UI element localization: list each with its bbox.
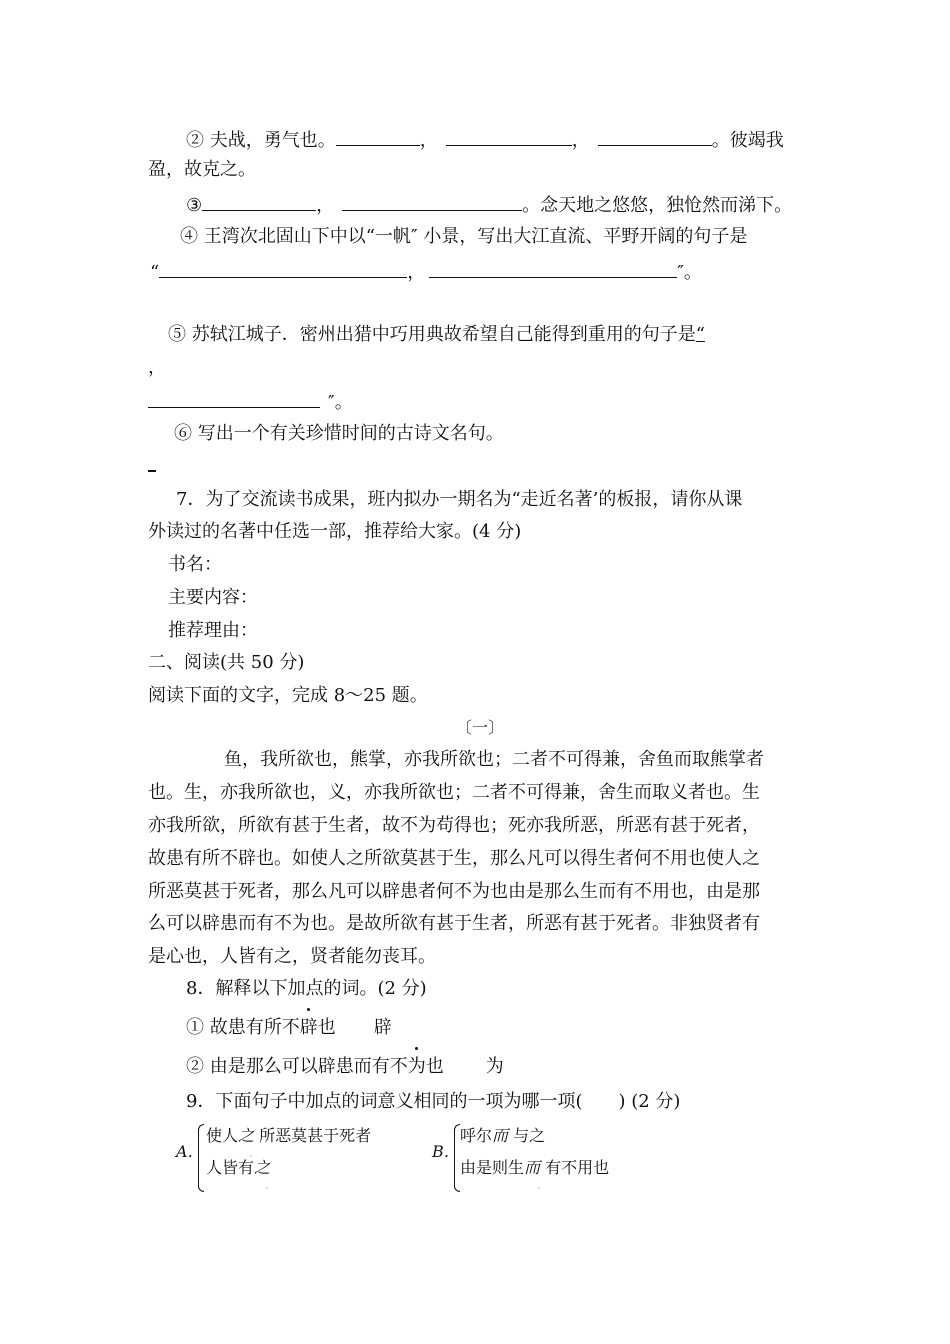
option-b-line1-post: 与之 [508, 1126, 546, 1145]
q8-item1-dotted: 辟 [299, 1017, 318, 1038]
answer-blank[interactable] [148, 470, 156, 472]
answer-blank[interactable] [202, 191, 316, 211]
q7-line1: 7．为了交流读书成果，班内拟办一期名为“走近名著’的板报，请你从课 [176, 489, 743, 510]
q6-item-3 [186, 191, 792, 218]
q6-item-2 [186, 126, 784, 153]
answer-blank[interactable] [342, 191, 522, 211]
q6-item2-sep1: ， [419, 130, 438, 151]
mark-small: 。 [266, 1182, 273, 1190]
passage-line: 亦我所欲，所欲有甚于生者，故不为苟得也；死亦我所恶，所恶有甚于死者， [148, 815, 760, 836]
mark-small: 。 [250, 1150, 257, 1158]
q6-item5-text: ⑤ 苏轼江城子．密州出猎中巧用典故希望自己能得到重用的句子是 [168, 324, 696, 345]
passage-line: 也。生，亦我所欲也，义，亦我所欲也；二者不可得兼，舍生而取义者也。生 [148, 782, 760, 803]
option-a-line2-pre: 人皆有 [206, 1158, 255, 1177]
q6-item3-end: 。念天地之悠悠，独怆然而涕下。 [522, 195, 793, 216]
q6-item-4: ④ 王湾次北固山下中以“一帆″ 小景，写出大江直流、平野开阔的句子是 [180, 226, 748, 247]
section-instruction: 阅读下面的文字，完成 8～25 题。 [148, 685, 428, 706]
part-heading: 〔一〕 [456, 718, 505, 737]
section-heading: 二、阅读(共 50 分) [148, 652, 305, 673]
passage-line: 是心也，人皆有之，贤者能勿丧耳。 [148, 946, 436, 967]
option-b-line2 [460, 1156, 609, 1180]
q7-line2: 外读过的名著中任选一部，推荐给大家。(4 分) [148, 521, 522, 542]
q8-item2-pre: ② 由是那么可以辟患而有不 [186, 1056, 408, 1077]
option-b-line1 [460, 1124, 545, 1148]
q8-item1-answer: 辟 [373, 1017, 392, 1038]
answer-blank[interactable] [598, 126, 712, 146]
q6-item2-text: ② 夫战，勇气也。 [186, 130, 336, 151]
q7-book-label: 书名： [168, 554, 222, 575]
q6-item3-sep: ， [316, 195, 335, 216]
q8-item1-pre: ① 故患有所不 [186, 1017, 300, 1038]
q7-reason-label: 推荐理由： [168, 620, 258, 641]
option-a-line1-pre: 使人 [206, 1126, 239, 1145]
option-a-line2 [206, 1156, 270, 1180]
q6-item2-cont: 盈，故克之。 [148, 159, 256, 180]
q9-title: 9．下面句子中加点的词意义相同的一项为哪一项( ) (2 分) [186, 1091, 681, 1112]
answer-blank[interactable] [159, 258, 407, 278]
option-a-line1-post: 所恶莫甚于死者 [254, 1126, 372, 1145]
option-b-label[interactable]: B． [432, 1142, 460, 1161]
q6-item5-comma: ， [148, 357, 166, 378]
q8-item-2 [186, 1055, 504, 1079]
passage-line: 故患有所不辟也。如使人之所欲莫甚于生，那么凡可以得生者何不用也使人之 [148, 848, 760, 869]
q8-item2-answer: 为 [485, 1056, 504, 1077]
answer-blank[interactable] [336, 126, 420, 146]
mark-small: 。 [538, 1182, 545, 1190]
q6-item4-open: “ [150, 262, 160, 283]
q7-content-label: 主要内容： [168, 587, 258, 608]
q8-item1-post: 也 [317, 1017, 336, 1038]
passage-line: 么可以辟患而有不为也。是故所欲有甚于生者，所恶有甚于死者。非独贤者有 [148, 913, 760, 934]
option-b-word2: 而 [524, 1158, 541, 1177]
option-b-word1: 而 [492, 1126, 509, 1145]
q8-item2-dotted: 为 [407, 1056, 426, 1077]
answer-blank[interactable] [148, 388, 320, 408]
q6-item2-end: 。彼竭我 [711, 130, 784, 151]
q6-item5-close: ″。 [328, 392, 353, 413]
q8-item2-post: 也 [425, 1056, 444, 1077]
q6-item4-close: ″。 [677, 262, 702, 283]
answer-blank[interactable] [446, 126, 572, 146]
option-a-label[interactable]: A． [176, 1142, 204, 1161]
option-b-line2-pre: 由是则生 [460, 1158, 525, 1177]
q8-title: 8．解释以下加点的词。(2 分) [186, 978, 427, 999]
option-b-line1-pre: 呼尔 [460, 1126, 493, 1145]
q6-item5-quote: “ [695, 324, 705, 345]
q8-item-1 [186, 1016, 392, 1040]
option-a-brace [198, 1124, 204, 1192]
q6-item4-sep: ， [407, 262, 426, 283]
passage-line: 鱼，我所欲也，熊掌，亦我所欲也；二者不可得兼，舍鱼而取熊掌者 [224, 749, 764, 770]
option-a-word2: 之 [254, 1158, 271, 1177]
q6-item3-label: ③ [186, 195, 203, 216]
passage-line: 所恶莫甚于死者，那么凡可以辟患者何不为也由是那么生而有不用也，由是那 [148, 881, 760, 902]
option-b-line2-post: 有不用也 [540, 1158, 610, 1177]
q6-item4-answer [150, 258, 702, 285]
option-a-word1: 之 [238, 1126, 255, 1145]
q6-item2-sep2: ， [571, 130, 590, 151]
q6-item-6: ⑥ 写出一个有关珍惜时间的古诗文名句。 [174, 423, 504, 444]
q6-item-5 [168, 323, 705, 347]
option-a-line1 [206, 1124, 371, 1148]
answer-blank[interactable] [429, 258, 677, 278]
q6-item5-answer [148, 388, 353, 415]
